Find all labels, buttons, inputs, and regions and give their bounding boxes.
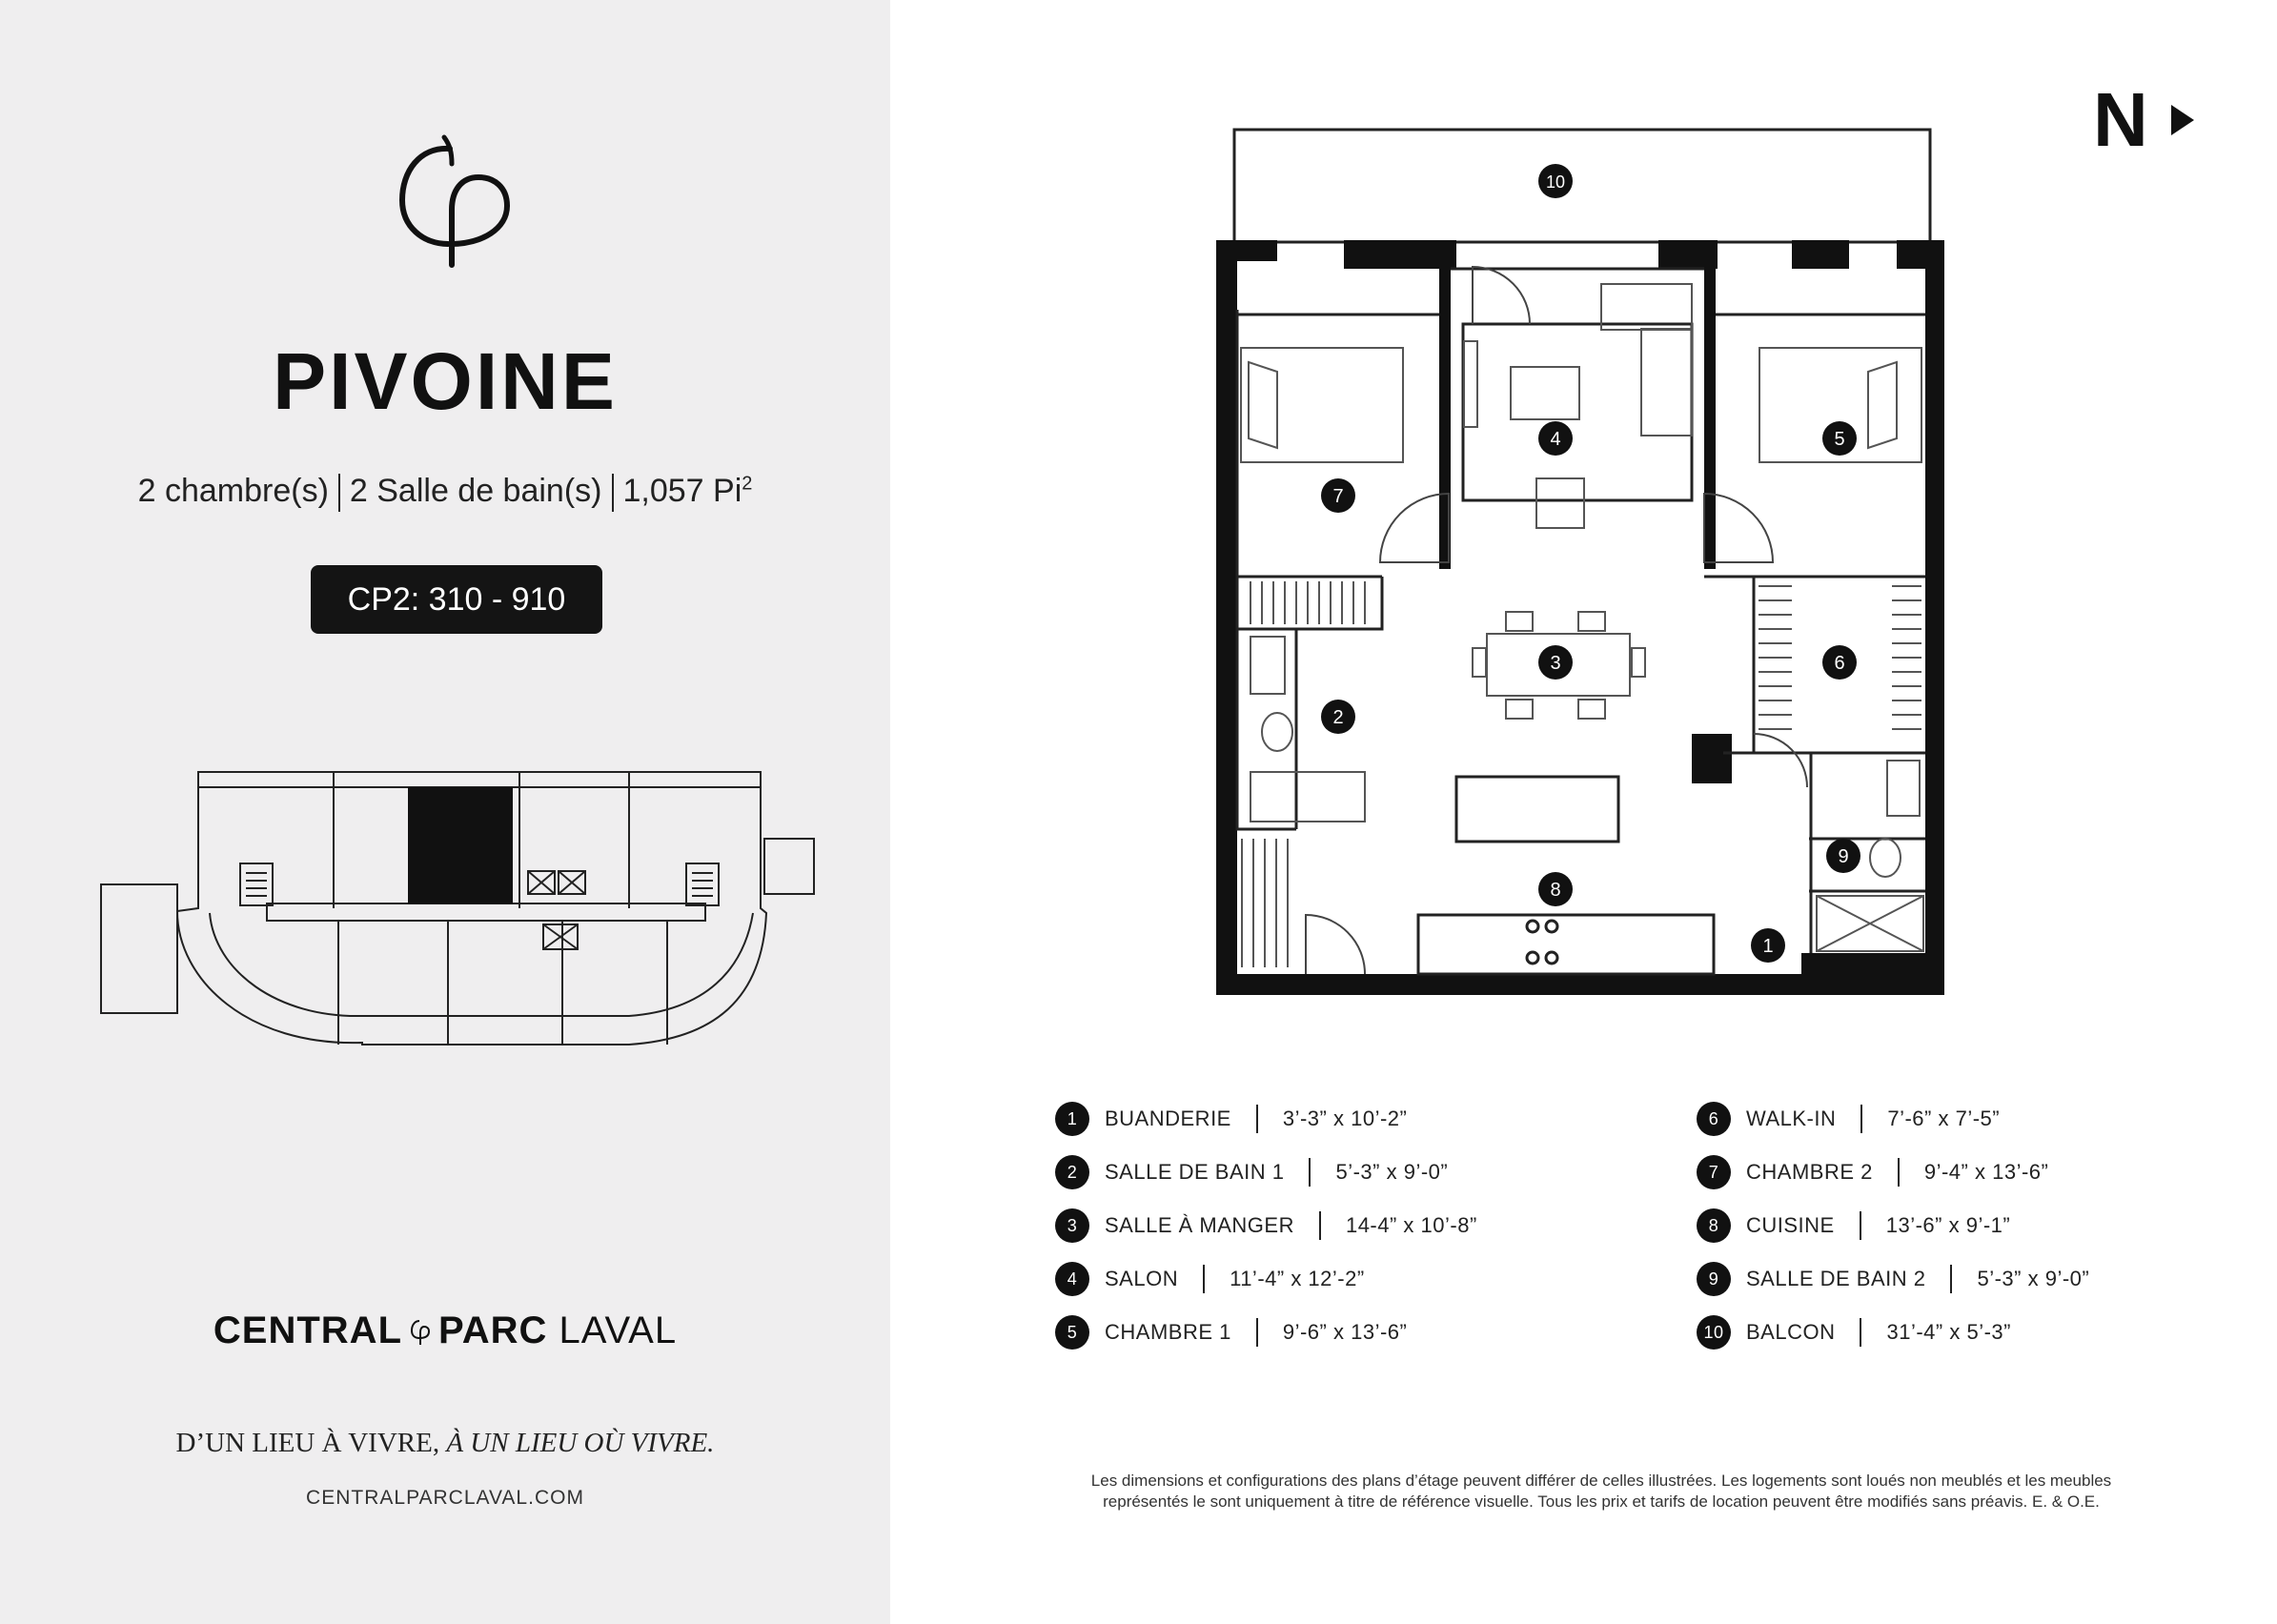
marker-10: 10 [1545, 173, 1566, 192]
legend-divider [1256, 1105, 1258, 1133]
marker-3: 3 [1550, 653, 1561, 674]
legend-dims: 31’-4” x 5’-3” [1886, 1320, 2011, 1344]
legend-number: 4 [1055, 1262, 1089, 1296]
legend-room: BALCON [1746, 1320, 1836, 1344]
spec-divider [612, 474, 614, 512]
marker-7: 7 [1332, 486, 1344, 507]
balcony-outline [1234, 130, 1930, 242]
marker-9: 9 [1838, 846, 1849, 867]
legend-divider [1860, 1105, 1862, 1133]
legend-dims: 5’-3” x 9’-0” [1335, 1160, 1449, 1184]
legend-column-left [1055, 1092, 1477, 1359]
kitchen-furniture [1418, 777, 1714, 974]
website-link[interactable]: CENTRALPARCLAVAL.COM [306, 1487, 584, 1509]
legend-dims: 7’-6” x 7’-5” [1887, 1106, 2001, 1130]
bathroom-count: 2 Salle de bain(s) [349, 473, 602, 509]
legend-dims: 5’-3” x 9’-0” [1977, 1267, 2090, 1290]
disclaimer [991, 1471, 2211, 1512]
area-unit-superscript: 2 [742, 473, 753, 495]
marker-4: 4 [1550, 429, 1561, 450]
closet-shelving [1242, 581, 1921, 967]
tagline-normal: D’UN LIEU À VIVRE, [175, 1428, 447, 1458]
unit-code-badge: CP2: 310 - 910 [311, 565, 602, 634]
legend-divider [1319, 1211, 1321, 1240]
legend-number: 8 [1697, 1208, 1731, 1243]
legend-room: SALLE À MANGER [1105, 1213, 1294, 1237]
legend-dims: 11’-4” x 12’-2” [1230, 1267, 1365, 1290]
legend-divider [1203, 1265, 1205, 1293]
unit-area: 1,057 Pi [622, 473, 742, 509]
tagline [0, 1428, 890, 1459]
legend-item [1697, 1092, 2089, 1146]
tagline-italic: À UN LIEU OÙ VIVRE. [446, 1428, 715, 1458]
bed-furniture [1241, 348, 1921, 462]
legend-item [1055, 1306, 1477, 1359]
marker-2: 2 [1332, 707, 1344, 728]
legend-divider [1860, 1318, 1861, 1347]
legend-room: CUISINE [1746, 1213, 1835, 1237]
legend-item [1055, 1092, 1477, 1146]
legend-number: 7 [1697, 1155, 1731, 1189]
legend-divider [1860, 1211, 1861, 1240]
north-indicator [2093, 77, 2194, 162]
north-arrow-icon [2171, 105, 2194, 135]
legend-number: 6 [1697, 1102, 1731, 1136]
legend-number: 9 [1697, 1262, 1731, 1296]
legend-number: 3 [1055, 1208, 1089, 1243]
legend-dims: 14-4” x 10’-8” [1345, 1213, 1477, 1237]
legend-dims: 3’-3” x 10’-2” [1282, 1106, 1408, 1130]
brand-mini-logo-icon [410, 1319, 431, 1346]
disclaimer-line-1: Les dimensions et configurations des plans d’étage peuvent différer de celles illustrées. Les logements sont loués non meublés et les meubles [1090, 1472, 2112, 1490]
legend-item [1055, 1252, 1477, 1306]
highlighted-unit [408, 787, 513, 903]
legend-room: WALK-IN [1746, 1106, 1837, 1130]
legend-number: 1 [1055, 1102, 1089, 1136]
legend-item [1697, 1306, 2089, 1359]
legend-room: SALON [1105, 1267, 1179, 1290]
disclaimer-line-2: représentés le sont uniquement à titre de référence visuelle. Tous les prix et tarifs de location peuvent être modifiés sans préavis. E. & O.E. [1103, 1492, 2100, 1511]
brand-central: CENTRAL [213, 1309, 402, 1351]
legend-item [1055, 1199, 1477, 1252]
legend-dims: 9’-4” x 13’-6” [1923, 1160, 2049, 1184]
brand-logo-icon [391, 132, 524, 273]
living-furniture [1464, 284, 1692, 528]
legend-divider [1309, 1158, 1311, 1187]
legend-item [1697, 1146, 2089, 1199]
legend-room: CHAMBRE 1 [1105, 1320, 1231, 1344]
marker-1: 1 [1762, 936, 1774, 957]
legend-dims: 13’-6” x 9’-1” [1885, 1213, 2011, 1237]
marker-5: 5 [1834, 429, 1845, 450]
north-label: N [2093, 77, 2148, 162]
spec-divider [338, 474, 340, 512]
legend-column-right [1697, 1092, 2089, 1359]
marker-6: 6 [1834, 653, 1845, 674]
legend-number: 2 [1055, 1155, 1089, 1189]
legend-item [1697, 1252, 2089, 1306]
exterior-walls [1216, 240, 1944, 995]
brand-wordmark [0, 1309, 890, 1352]
bedroom-count: 2 chambre(s) [137, 473, 329, 509]
info-panel [0, 0, 890, 1624]
legend-item [1055, 1146, 1477, 1199]
legend-room: BUANDERIE [1105, 1106, 1231, 1130]
floor-plan [1210, 124, 1944, 1010]
legend-room: SALLE DE BAIN 2 [1746, 1267, 1926, 1290]
bathroom-fixtures [1250, 637, 1923, 951]
unit-title: PIVOINE [273, 336, 618, 426]
brand-parc: PARC [438, 1309, 548, 1351]
brand-laval: LAVAL [559, 1309, 678, 1351]
legend-number: 10 [1697, 1315, 1731, 1350]
marker-8: 8 [1550, 880, 1561, 901]
legend-divider [1898, 1158, 1900, 1187]
unit-specs [0, 473, 890, 512]
legend-number: 5 [1055, 1315, 1089, 1350]
legend-room: SALLE DE BAIN 1 [1105, 1160, 1285, 1184]
legend-room: CHAMBRE 2 [1746, 1160, 1873, 1184]
legend-item [1697, 1199, 2089, 1252]
building-keyplan [95, 761, 820, 1066]
legend-divider [1256, 1318, 1258, 1347]
legend-divider [1950, 1265, 1952, 1293]
legend-dims: 9’-6” x 13’-6” [1282, 1320, 1408, 1344]
